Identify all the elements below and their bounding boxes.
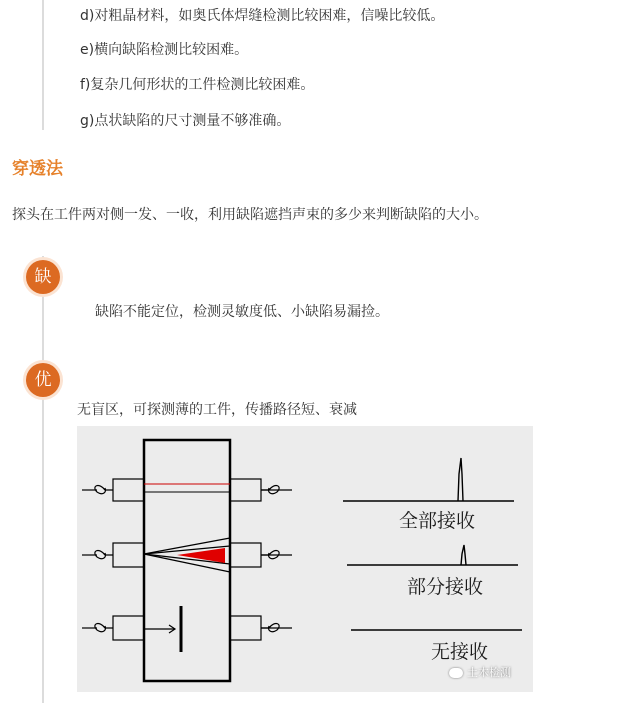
label-partial-receive: 部分接收 (407, 576, 484, 598)
list-item-g: g)点状缺陷的尺寸测量不够准确。 (80, 113, 291, 129)
section-intro: 探头在工件两对侧一发、一收，利用缺陷遮挡声束的多少来判断缺陷的大小。 (12, 207, 488, 223)
label-no-receive: 无接收 (431, 641, 489, 663)
advantage-text: 无盲区，可探测薄的工件，传播路径短、衰减 (77, 402, 357, 418)
transmission-method-diagram (77, 426, 533, 692)
watermark (449, 664, 511, 680)
timeline-line-top (42, 0, 44, 130)
advantage-badge: 优 (26, 363, 60, 397)
label-full-receive: 全部接收 (399, 510, 476, 532)
signal-peak-full (458, 458, 463, 501)
probe-row-full (82, 479, 292, 501)
section-title: 穿透法 (12, 159, 63, 179)
signal-peak-partial (461, 545, 466, 565)
watermark-text: 土木检测 (467, 666, 511, 679)
timeline-line-bottom (42, 390, 44, 703)
list-item-d: d)对粗晶材料，如奥氏体焊缝检测比较困难，信噪比较低。 (80, 8, 445, 24)
disadvantage-badge: 缺 (26, 260, 60, 294)
list-item-f: f)复杂几何形状的工件检测比较困难。 (80, 77, 315, 93)
list-item-e: e)横向缺陷检测比较困难。 (80, 42, 249, 58)
wechat-icon (449, 668, 463, 678)
probe-row-none (82, 616, 292, 640)
disadvantage-text: 缺陷不能定位，检测灵敏度低、小缺陷易漏捡。 (95, 304, 389, 320)
